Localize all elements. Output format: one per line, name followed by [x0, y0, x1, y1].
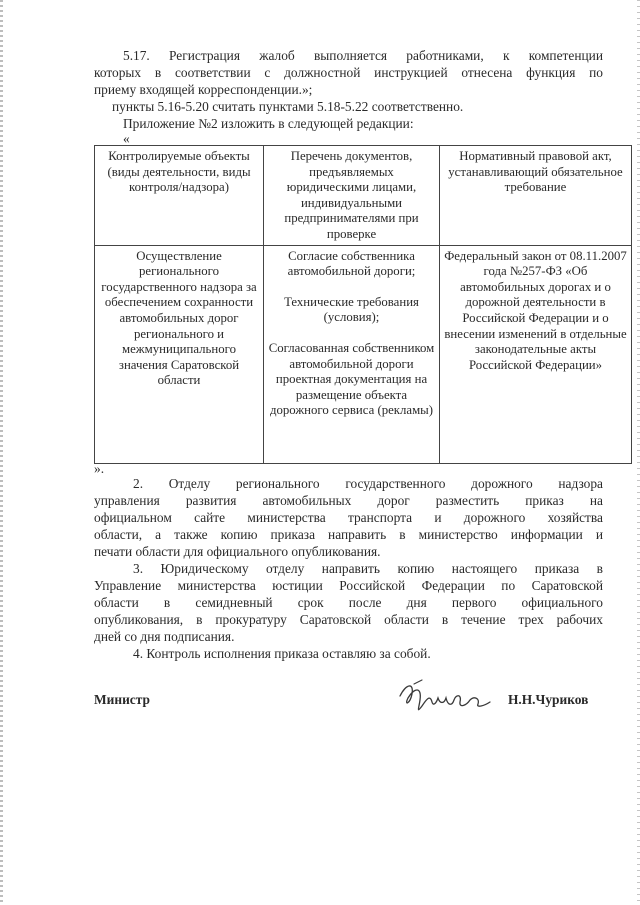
item-3-line-1: 3. Юридическому отделу направить копию настоящего приказа в: [133, 561, 603, 576]
opening-quote: «: [123, 131, 130, 146]
document-item: Согласованная собственником автомобильной дороги проектная документация на размещение объекта дорожного сервиса (рекламы): [268, 340, 435, 418]
paragraph-5-17-line-3: приему входящей корреспонденции.»;: [94, 82, 313, 97]
header-cell-objects: Контролируемые объекты (виды деятельности, виды контроля/надзора): [95, 146, 264, 246]
appendix-table: [94, 145, 632, 464]
signatory-position: Министр: [94, 692, 150, 707]
item-2-line-3: официальном сайте министерства транспорта и дорожного хозяйства: [94, 510, 603, 525]
appendix-line: Приложение №2 изложить в следующей редакции:: [123, 116, 414, 131]
item-2-line-2: управления развития автомобильных дорог разместить приказ на: [94, 493, 603, 508]
item-4-line: 4. Контроль исполнения приказа оставляю за собой.: [133, 646, 431, 661]
scan-edge-left: [0, 0, 3, 905]
closing-quote: ».: [94, 461, 105, 476]
item-2-line-4: области, а также копию приказа направить в министерство информации и: [94, 527, 603, 542]
document-item: Согласие собственника автомобильной дороги;: [287, 248, 416, 279]
paragraph-5-17-line-2: которых в соответствии с должностной инструкцией отнесена функция по: [94, 65, 603, 80]
cell-object: Осуществление регионального государственного надзора за обеспечением сохранности автомобильных дорог регионального и межмуниципального значения Саратовской области: [95, 245, 264, 463]
table-row: [95, 245, 632, 463]
signatory-name: Н.Н.Чуриков: [508, 692, 589, 707]
document-item: Технические требования (условия);: [284, 294, 419, 325]
renumber-line: пункты 5.16-5.20 считать пунктами 5.18-5.22 соответственно.: [112, 99, 464, 114]
table-header-row: [95, 146, 632, 246]
item-2-line-1: 2. Отделу регионального государственного дорожного надзора: [133, 476, 603, 491]
handwritten-signature: [392, 676, 497, 720]
item-3-line-5: дней со дня подписания.: [94, 629, 235, 644]
paragraph-5-17-line-1: 5.17. Регистрация жалоб выполняется работниками, к компетенции: [123, 48, 603, 63]
item-2-line-5: печати области для официального опубликования.: [94, 544, 381, 559]
header-cell-act: Нормативный правовой акт, устанавливающий обязательное требование: [440, 146, 632, 246]
item-3-line-2: Управление министерства юстиции Российской Федерации по Саратовской: [94, 578, 603, 593]
item-3-line-4: опубликования, в прокуратуру Саратовской области в течение трех рабочих: [94, 612, 603, 627]
cell-act: Федеральный закон от 08.11.2007 года №257-ФЗ «Об автомобильных дорогах и о дорожной деятельности в Российской Федерации и о внесении изменений в отдельные законодательные акты Российской Федерации»: [440, 245, 632, 463]
header-cell-documents: Перечень документов, предъявляемых юридическими лицами, индивидуальными предпринимателями при проверке: [264, 146, 440, 246]
item-3-line-3: области в семидневный срок после дня первого официального: [94, 595, 603, 610]
cell-documents: [264, 245, 440, 463]
